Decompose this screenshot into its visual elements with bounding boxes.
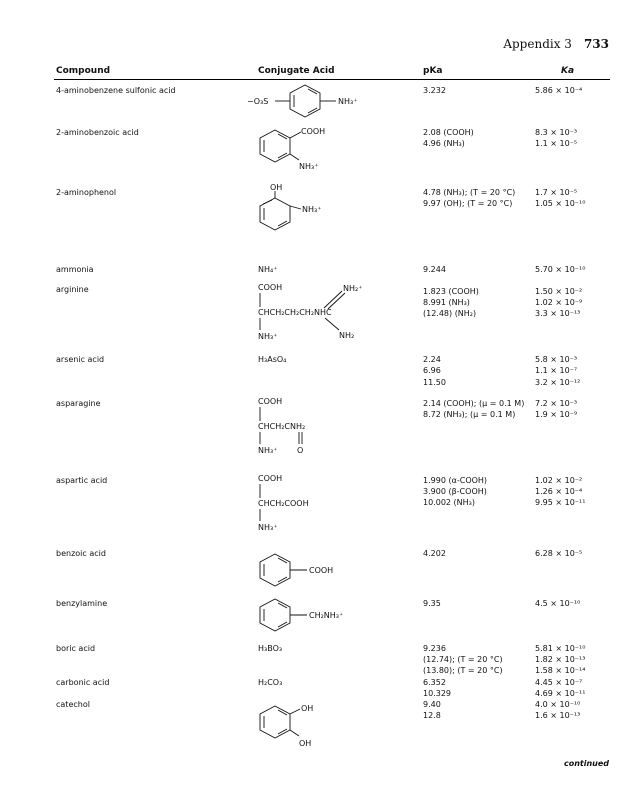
continued-note: continued — [563, 759, 609, 768]
compound-name: 4-aminobenzene sulfonic acid — [56, 86, 176, 95]
compound-name: 2-aminobenzoic acid — [56, 128, 139, 137]
ka-value: 5.8 × 10⁻³ — [535, 355, 578, 364]
ka-value: 1.05 × 10⁻¹⁰ — [535, 199, 586, 208]
pka-value: 2.14 (COOH); (μ = 0.1 M) — [423, 399, 525, 408]
compound-name: arsenic acid — [56, 355, 105, 364]
pka-value: 11.50 — [423, 378, 446, 387]
ammonium-group: CH₂NH₃⁺ — [309, 611, 344, 620]
ka-value: 1.9 × 10⁻⁹ — [535, 410, 578, 419]
pka-value: 3.900 (β-COOH) — [423, 487, 487, 496]
header-rule — [54, 79, 610, 80]
pka-value: 2.08 (COOH) — [423, 128, 474, 137]
compound-name: 2-aminophenol — [56, 188, 117, 197]
compound-name: boric acid — [56, 644, 96, 653]
pka-value: 9.244 — [423, 265, 446, 274]
ka-value: 1.50 × 10⁻² — [535, 287, 583, 296]
pka-value: 4.202 — [423, 549, 446, 558]
structure-sulfanilic — [247, 84, 360, 120]
ammonium-group: NH₃⁺ — [302, 205, 322, 214]
compound-name: carbonic acid — [56, 678, 110, 687]
ka-value: 4.45 × 10⁻⁷ — [535, 678, 583, 687]
conjugate-acid-formula: NH₄⁺ — [258, 265, 278, 274]
carboxyl-group: COOH — [309, 566, 334, 575]
col-header-ka: Ka — [561, 66, 575, 76]
pka-value: 1.990 (α-COOH) — [423, 476, 488, 485]
pka-value: 3.232 — [423, 86, 446, 95]
side-chain: CHCH₂CH₂CH₂NHC — [258, 308, 332, 317]
structure-aspartic-acid — [255, 473, 365, 535]
ammonium-group: NH₃⁺ — [258, 332, 278, 341]
pka-value: 6.352 — [423, 678, 446, 687]
conjugate-acid-formula: H₂CO₃ — [258, 678, 283, 687]
carbonyl-oxygen: O — [297, 446, 304, 455]
structure-catechol — [255, 698, 365, 754]
ka-value: 1.1 × 10⁻⁷ — [535, 366, 578, 375]
pka-value: 4.78 (NH₃); (T = 20 °C) — [423, 188, 516, 197]
structure-asparagine — [255, 396, 365, 458]
pka-value: 8.991 (NH₃) — [423, 298, 470, 307]
pka-value: 2.24 — [423, 355, 441, 364]
pka-value: 6.96 — [423, 366, 441, 375]
carboxyl-group: COOH — [301, 127, 326, 136]
ammonium-group: NH₃⁺ — [258, 523, 278, 532]
pka-value: 1.823 (COOH) — [423, 287, 479, 296]
ammonium-group: NH₃⁺ — [338, 97, 358, 106]
conjugate-acid-formula: H₃AsO₄ — [258, 355, 287, 364]
carboxyl-group: COOH — [258, 283, 283, 292]
pka-value: (12.74); (T = 20 °C) — [423, 655, 503, 664]
col-header-conjugate-acid: Conjugate Acid — [258, 66, 335, 76]
carboxyl-group: COOH — [258, 397, 283, 406]
compound-name: aspartic acid — [56, 476, 108, 485]
compound-name: ammonia — [56, 265, 94, 274]
pka-value: 9.40 — [423, 700, 441, 709]
compound-name: benzoic acid — [56, 549, 106, 558]
ka-value: 4.69 × 10⁻¹¹ — [535, 689, 586, 698]
iminium-group: NH₂⁺ — [343, 284, 363, 293]
ka-value: 5.81 × 10⁻¹⁰ — [535, 644, 586, 653]
ka-value: 1.6 × 10⁻¹³ — [535, 711, 581, 720]
ammonium-group: NH₃⁺ — [258, 446, 278, 455]
sulfonate-group: −O₃S — [247, 97, 269, 106]
conjugate-acid-formula: H₃BO₃ — [258, 644, 283, 653]
running-title: Appendix 3 — [503, 37, 572, 51]
col-header-compound: Compound — [56, 66, 111, 76]
structure-arginine — [255, 282, 365, 344]
ka-value: 7.2 × 10⁻³ — [535, 399, 578, 408]
pka-value: 9.97 (OH); (T = 20 °C) — [423, 199, 513, 208]
hydroxyl-group: OH — [301, 704, 314, 713]
ka-value: 5.70 × 10⁻¹⁰ — [535, 265, 586, 274]
side-chain: CHCH₂CNH₂ — [258, 422, 306, 431]
hydroxyl-group: OH — [270, 183, 283, 192]
ka-value: 1.02 × 10⁻² — [535, 476, 583, 485]
col-header-pka: pKa — [423, 66, 443, 76]
compound-name: asparagine — [56, 399, 101, 408]
pka-value: 9.35 — [423, 599, 441, 608]
ka-value: 1.1 × 10⁻⁵ — [535, 139, 578, 148]
compound-name: arginine — [56, 285, 89, 294]
compound-name: benzylamine — [56, 599, 108, 608]
amino-group: NH₂ — [339, 331, 355, 340]
ka-value: 3.2 × 10⁻¹² — [535, 378, 581, 387]
carboxyl-group: COOH — [258, 474, 283, 483]
structure-aminobenzoic — [255, 122, 365, 174]
ka-value: 1.7 × 10⁻⁵ — [535, 188, 578, 197]
ammonium-group: NH₃⁺ — [299, 162, 319, 171]
side-chain: CHCH₂COOH — [258, 499, 309, 508]
ka-value: 5.86 × 10⁻⁴ — [535, 86, 583, 95]
ka-value: 9.95 × 10⁻¹¹ — [535, 498, 586, 507]
structure-aminophenol — [255, 182, 365, 244]
ka-value: 4.5 × 10⁻¹⁰ — [535, 599, 581, 608]
ka-value: 6.28 × 10⁻⁵ — [535, 549, 583, 558]
ka-value: 1.82 × 10⁻¹³ — [535, 655, 586, 664]
pka-value: 10.002 (NH₃) — [423, 498, 475, 507]
compound-name: catechol — [56, 700, 90, 709]
pka-value: 9.236 — [423, 644, 446, 653]
ka-value: 3.3 × 10⁻¹³ — [535, 309, 581, 318]
pka-value: (13.80); (T = 20 °C) — [423, 666, 503, 675]
structure-benzoic-acid — [255, 553, 365, 589]
ka-value: 1.58 × 10⁻¹⁴ — [535, 666, 586, 675]
pka-value: 10.329 — [423, 689, 451, 698]
ka-value: 1.02 × 10⁻⁹ — [535, 298, 583, 307]
pka-value: 8.72 (NH₃); (μ = 0.1 M) — [423, 410, 516, 419]
pka-value: 12.8 — [423, 711, 441, 720]
pka-value: 4.96 (NH₃) — [423, 139, 465, 148]
ka-value: 1.26 × 10⁻⁴ — [535, 487, 583, 496]
pka-value: (12.48) (NH₂) — [423, 309, 477, 318]
ka-value: 8.3 × 10⁻³ — [535, 128, 578, 137]
page-number: 733 — [583, 37, 609, 51]
page-header — [503, 37, 609, 51]
hydroxyl-group: OH — [299, 739, 312, 748]
ka-value: 4.0 × 10⁻¹⁰ — [535, 700, 581, 709]
structure-benzylamine — [255, 598, 365, 634]
